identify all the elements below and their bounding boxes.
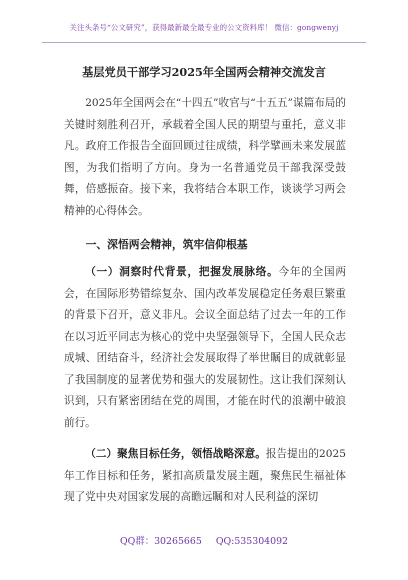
intro-paragraph: 2025年全国两会在“十四五”收官与“十五五”谋篇布局的关键时刻胜利召开，承载着全国人民的期望与重托，意义非凡。政府工作报告全面回顾过往成绩，科学擘画未来发展蓝图，为我们指明了方向。身为一名普通党员干部我深受鼓舞，倍感振奋。接下来，我将结合本职工作，谈谈学习两会精神的心得体会。 [64,97,346,217]
subsection-paragraph-2 [64,444,346,509]
document-title: 基层党员干部学习2025年全国两会精神交流发言 [82,65,326,79]
footer-contact [0,533,408,547]
subsection-lead-2: （二）聚焦目标任务，领悟战略深意。 [85,448,266,460]
subsection-lead-1: （一）洞察时代背景，把握发展脉络。 [85,266,279,278]
subsection-paragraph-1 [64,262,346,434]
subsection-body-2: 报告提出的2025年工作目标和任务，紧扣高质量发展主题，聚焦民生福祉体现了党中央对国家发展的高瞻远瞩和对人民利益的深切 [64,448,346,503]
subsection-body-1: 今年的全国两会，在国际形势错综复杂、国内改革发展稳定任务艰巨繁重的背景下召开，意义非凡。会议全面总结了过去一年的工作在以习近平同志为核心的党中央坚强领导下，全国人民众志成城、团结奋斗，经济社会发展取得了举世瞩目的成就彰显了我国制度的显著优势和强大的发展韧性。这让我们深刻认识到，只有紧密团结在党的周围，才能在时代的浪潮中破浪前行。 [64,266,347,429]
header-banner: 关注头条号“公文研究”，获得最新最全最专业的公文资料库！ 微信：gongwenyj [69,23,339,32]
header-divider [42,42,366,43]
footer-qq-number: QQ:535304092 [215,536,289,547]
section-heading: 一、深悟两会精神，筑牢信仰根基 [85,238,248,251]
footer-qq-group: QQ群：30265665 [119,536,202,547]
